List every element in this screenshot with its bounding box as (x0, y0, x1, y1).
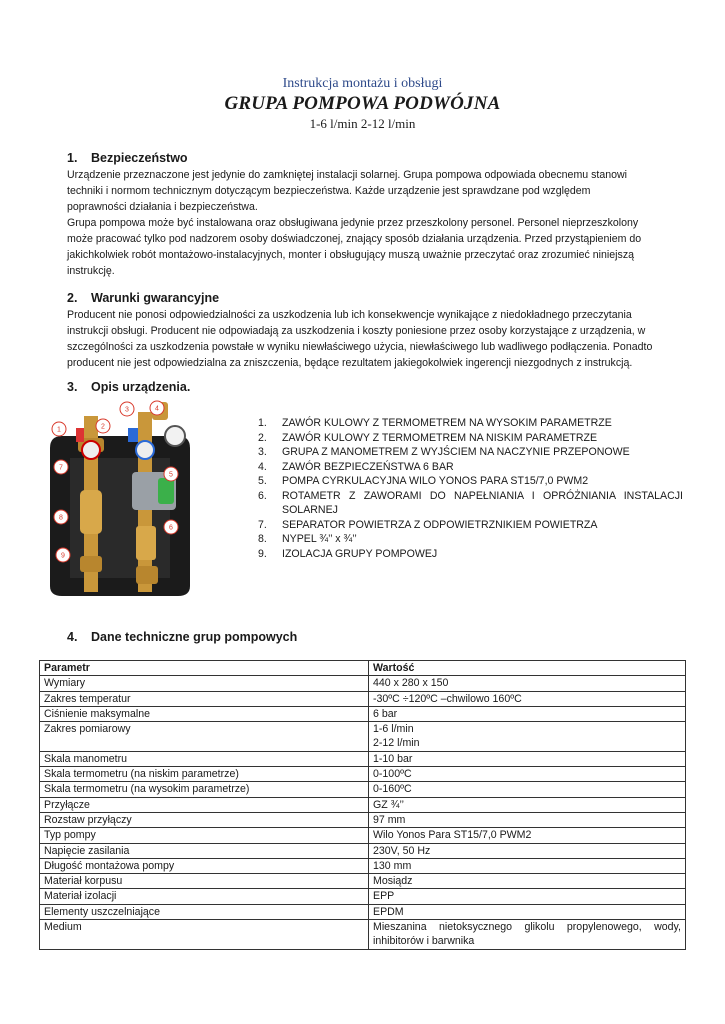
list-item: 9. IZOLACJA GRUPY POMPOWEJ (258, 547, 438, 560)
list-item: 1. ZAWÓR KULOWY Z TERMOMETREM NA WYSOKIM PARAMETRZE (258, 417, 612, 429)
flow-range: 1-6 l/min 2-12 l/min (309, 116, 416, 131)
section-title: Warunki gwarancyjne (91, 291, 220, 305)
section-title: Opis urządzenia. (91, 380, 191, 394)
text-line: Grupa pompowa może być instalowana oraz obsługiwana jedynie przez przeszkolony personel. Personel nieprzeszkolony (67, 217, 639, 229)
callout-3: 3 (125, 406, 129, 414)
list-item: 4. ZAWÓR BEZPIECZEŃSTWA 6 BAR (258, 460, 454, 473)
text-line: instrukcję. (67, 265, 115, 277)
section-number: 1. (67, 151, 78, 165)
text-line: techniki i normom technicznym dotyczącym bezpieczeństwa. Każde urządzenie jest sprawdzane pod względem (67, 185, 591, 197)
section-2-heading (67, 291, 219, 305)
section-number: 3. (67, 380, 78, 394)
text-line: może pracować tylko pod nadzorem osoby doświadczonej, znający sposób działania urządzenia. Przed przystąpieniem do (67, 233, 642, 245)
list-item: 6. ROTAMETR Z ZAWORAMI DO NAPEŁNIANIA I OPRÓŻNIANIA INSTALACJI SOLARNEJ (258, 489, 683, 516)
table-row: Przyłącze GZ ¾’’ (40, 797, 686, 812)
table-row: Skala manometru 1-10 bar (40, 751, 686, 766)
list-item: 8. NYPEL ¾’’ x ¾’’ (258, 533, 357, 545)
callout-markers (40, 398, 200, 598)
text-line: Urządzenie przeznaczone jest jedynie do zamkniętej instalacji solarnej. Grupa pompowa odpowiada obecnemu stanowi (67, 169, 628, 181)
table-row: Napięcie zasilania 230V, 50 Hz (40, 843, 686, 858)
technical-data-table (39, 660, 686, 950)
list-item: 5. POMPA CYRKULACYJNA WILO YONOS PARA ST15/7,0 PWM2 (258, 475, 589, 487)
table-row: Medium Mieszanina nietoksycznego glikolu propylenowego, wody, inhibitorów i barwnika (40, 920, 686, 950)
table-row: Skala termometru (na niskim parametrze) 0-100ºC (40, 767, 686, 782)
text-line: jakichkolwiek robót montażowo-instalacyjnych, monter i obsługujący muszą uważnie przeczytać oraz zrozumieć niniejszą (67, 249, 635, 261)
table-row: Materiał korpusu Mosiądz (40, 874, 686, 889)
table-row: Typ pompy Wilo Yonos Para ST15/7,0 PWM2 (40, 828, 686, 843)
list-item: 3. GRUPA Z MANOMETREM Z WYJŚCIEM NA NACZYNIE PRZEPONOWE (258, 446, 630, 458)
text-line: Producent nie ponosi odpowiedzialności za uszkodzenia lub ich konsekwencje wynikające z niedokładnego przeczytania (67, 309, 632, 321)
table-row: Ciśnienie maksymalne 6 bar (40, 706, 686, 721)
callout-1: 1 (57, 426, 61, 434)
callout-9: 9 (61, 552, 65, 560)
section-number: 4. (67, 630, 78, 644)
text-line: producent nie jest odpowiedzialna za zniszczenia, będące rezultatem jakiegokolwiek ingerencji niezgodnych z instrukcją. (67, 357, 633, 369)
callout-5: 5 (169, 471, 173, 479)
table-header-row (40, 661, 686, 676)
table-row: Wymiary 440 x 280 x 150 (40, 676, 686, 691)
callout-2: 2 (101, 423, 105, 431)
document-subtitle: Instrukcja montażu i obsługi (282, 76, 443, 91)
table-row: Elementy uszczelniające EPDM (40, 904, 686, 919)
section-title: Dane techniczne grup pompowych (91, 630, 298, 644)
table-row: Długość montażowa pompy 130 mm (40, 858, 686, 873)
list-item: 7. SEPARATOR POWIETRZA Z ODPOWIETRZNIKIEM POWIETRZA (258, 518, 598, 531)
table-row: Skala termometru (na wysokim parametrze) 0-160ºC (40, 782, 686, 797)
callout-6: 6 (169, 524, 173, 532)
callout-4: 4 (155, 405, 159, 413)
section-1-body (67, 167, 682, 279)
section-4-heading (67, 630, 297, 644)
table-row: Zakres pomiarowy 1-6 l/min 2-12 l/min (40, 722, 686, 752)
section-number: 2. (67, 291, 78, 305)
text-line: poprawności działania i bezpieczeństwa. (67, 201, 258, 213)
callout-8: 8 (59, 514, 63, 522)
column-header: Parametr (40, 661, 369, 676)
section-2-body (67, 307, 682, 371)
component-list (258, 416, 683, 561)
section-1-heading (67, 151, 188, 165)
section-title: Bezpieczeństwo (91, 151, 188, 165)
callout-7: 7 (59, 464, 63, 472)
table-row: Zakres temperatur -30ºC ÷120ºC –chwilowo 160ºC (40, 691, 686, 706)
list-item: 2. ZAWÓR KULOWY Z TERMOMETREM NA NISKIM PARAMETRZE (258, 431, 598, 444)
section-3-heading (67, 380, 190, 394)
table-row: Rozstaw przyłączy 97 mm (40, 812, 686, 827)
document-title: GRUPA POMPOWA PODWÓJNA (224, 93, 501, 114)
table-row: Materiał izolacji EPP (40, 889, 686, 904)
column-header: Wartość (369, 661, 686, 676)
text-line: instrukcji obsługi. Producent nie odpowiadają za uszkodzenia i koszty poniesione przez osoby korzystające z urządzenia, w (67, 325, 646, 337)
text-line: szczególności za uszkodzenia powstałe w wyniku niewłaściwego użycia, niewłaściwego lub wadliwego podłączenia. Ponadto (67, 341, 653, 353)
